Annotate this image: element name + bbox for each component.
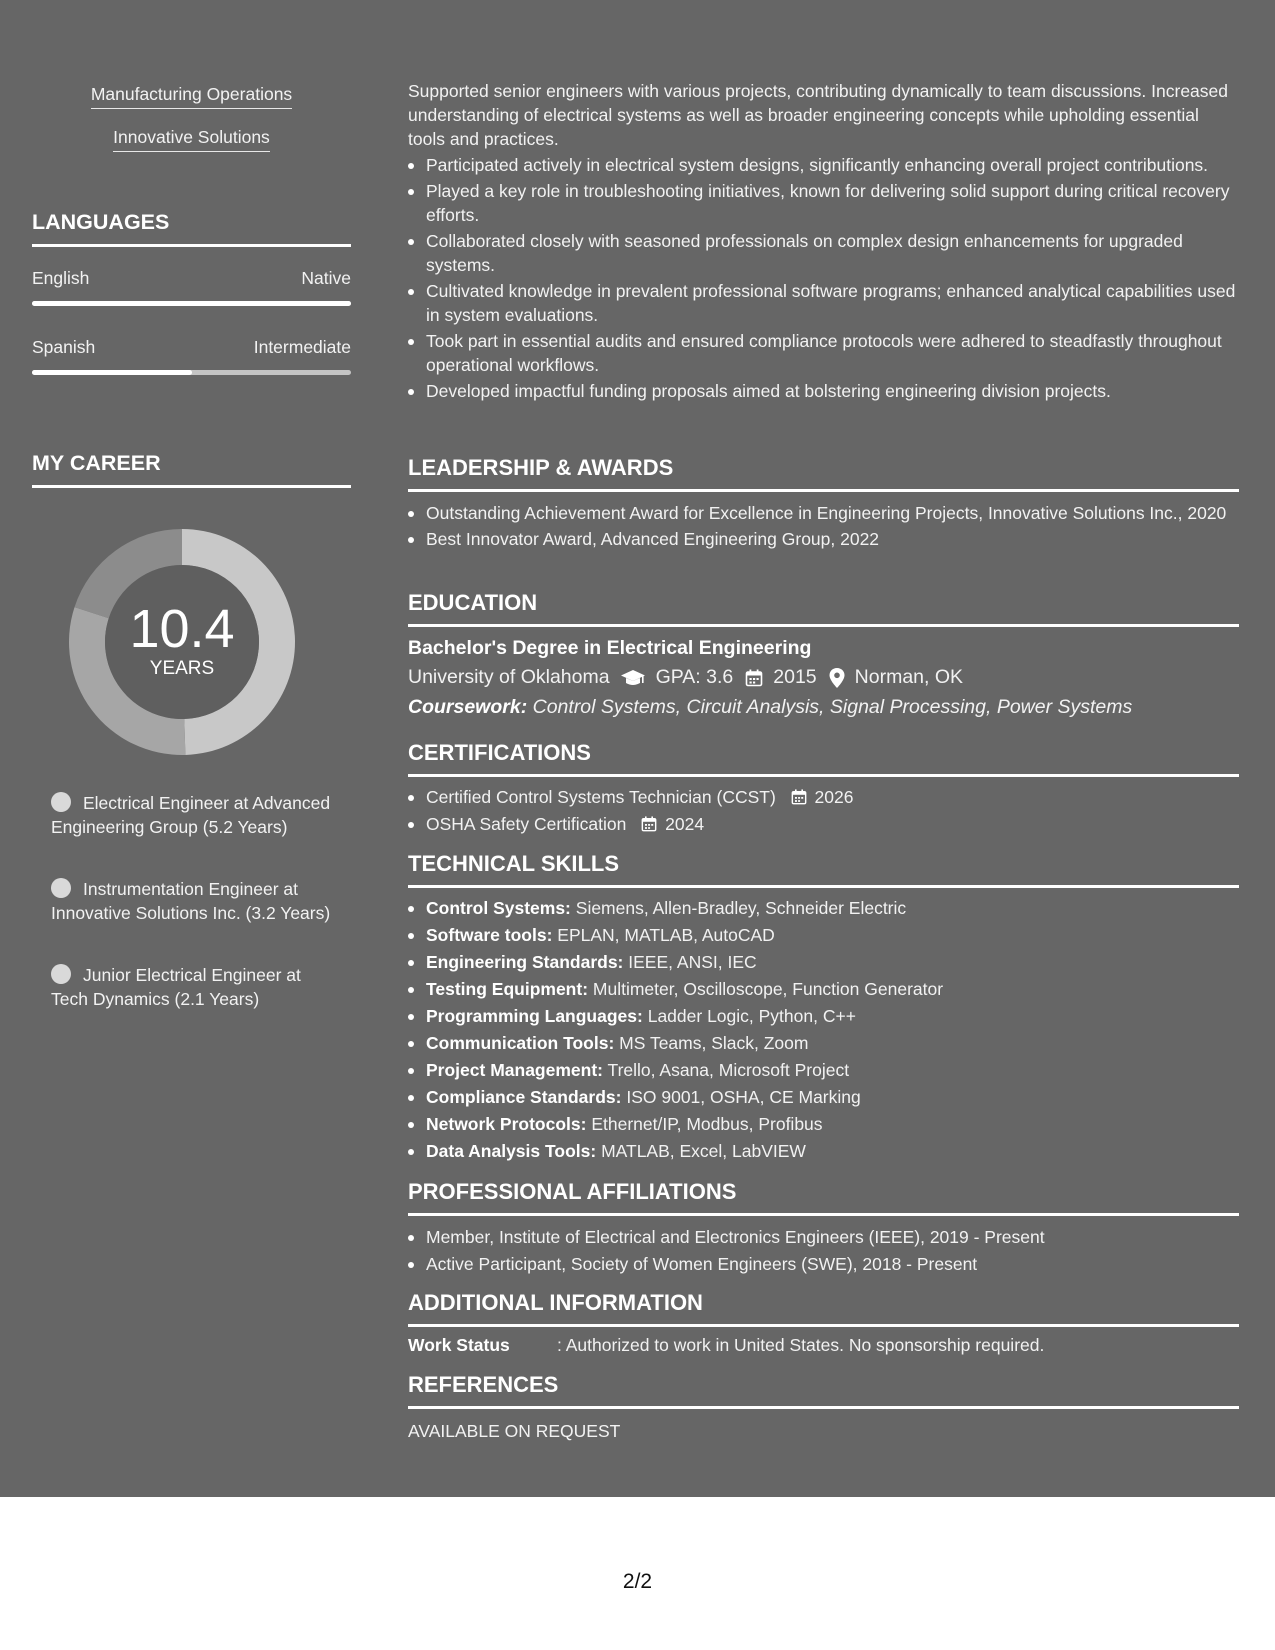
affiliations-list [408, 1225, 1239, 1276]
skill-value: IEEE, ANSI, IEC [628, 952, 757, 972]
skill-value: Siemens, Allen-Bradley, Schneider Electric [575, 898, 907, 918]
section-divider [408, 885, 1239, 888]
section-divider [408, 624, 1239, 627]
languages-section [32, 210, 351, 247]
career-section [32, 451, 351, 488]
leadership-section [408, 455, 1239, 551]
list-item [408, 1112, 1239, 1136]
degree-title: Bachelor's Degree in Electrical Engineering [408, 637, 812, 659]
donut-center-label [67, 600, 297, 680]
list-item: Member, Institute of Electrical and Electronics Engineers (IEEE), 2019 - Present [408, 1225, 1239, 1249]
skill-label: Compliance Standards: [426, 1087, 622, 1107]
skill-tag: Innovative Solutions [113, 127, 270, 152]
additional-info-section [408, 1290, 1239, 1357]
list-item [408, 785, 1239, 809]
leadership-list [408, 501, 1239, 551]
language-bar-fill [32, 301, 351, 306]
experience-summary: Supported senior engineers with various projects, contributing dynamically to team discussions. Increased understanding of electrical systems as well as broader engineering concepts while upholding essential tools and practices. [408, 81, 1229, 149]
skill-label: Software tools: [426, 925, 553, 945]
language-level: Native [301, 268, 351, 288]
list-item: Collaborated closely with seasoned professionals on complex design enhancements for upgraded systems. [408, 229, 1239, 277]
section-divider [408, 489, 1239, 492]
career-item-text: Instrumentation Engineer at Innovative Solutions Inc. (3.2 Years) [51, 879, 331, 923]
skill-value: MS Teams, Slack, Zoom [619, 1033, 809, 1053]
skill-label: Programming Languages: [426, 1006, 643, 1026]
skill-label: Project Management: [426, 1060, 603, 1080]
career-item [51, 791, 341, 839]
skill-label: Communication Tools: [426, 1033, 615, 1053]
tag-row [32, 127, 351, 152]
section-title: EDUCATION [408, 590, 538, 615]
list-item: Participated actively in electrical system designs, significantly enhancing overall project contributions. [408, 153, 1239, 177]
list-item [408, 1139, 1239, 1163]
skill-label: Testing Equipment: [426, 979, 589, 999]
page-number: 2/2 [622, 1570, 653, 1593]
list-item [408, 812, 1239, 836]
list-item: Played a key role in troubleshooting initiatives, known for delivering solid support during critical recovery efforts. [408, 179, 1239, 227]
skill-value: Trello, Asana, Microsoft Project [607, 1060, 850, 1080]
skill-label: Control Systems: [426, 898, 571, 918]
coursework-list: Control Systems, Circuit Analysis, Signal Processing, Power Systems [532, 696, 1133, 718]
list-item [408, 1085, 1239, 1109]
list-item [408, 950, 1239, 974]
certification-name: OSHA Safety Certification [426, 814, 627, 834]
list-item: Best Innovator Award, Advanced Engineering Group, 2022 [408, 527, 1239, 551]
calendar-icon [791, 789, 807, 805]
career-dot-icon [51, 878, 71, 898]
list-item [408, 1004, 1239, 1028]
skill-value: ISO 9001, OSHA, CE Marking [626, 1087, 861, 1107]
references-section [408, 1372, 1239, 1443]
career-total-unit: YEARS [149, 658, 215, 679]
certification-year: 2026 [814, 787, 854, 807]
section-title: TECHNICAL SKILLS [408, 851, 620, 876]
tag-row [32, 84, 351, 109]
list-item [408, 1031, 1239, 1055]
list-item: Cultivated knowledge in prevalent professional software programs; enhanced analytical capabilities used in system evaluations. [408, 279, 1239, 327]
list-item [408, 923, 1239, 947]
section-title: LEADERSHIP & AWARDS [408, 455, 674, 480]
section-title: REFERENCES [408, 1372, 559, 1397]
language-bar-fill [32, 370, 192, 375]
skill-label: Data Analysis Tools: [426, 1141, 597, 1161]
list-item: Active Participant, Society of Women Engineers (SWE), 2018 - Present [408, 1252, 1239, 1276]
certifications-section [408, 740, 1239, 836]
graduation-year: 2015 [773, 666, 817, 688]
section-divider [408, 1324, 1239, 1327]
section-divider [32, 485, 351, 488]
location-pin-icon [829, 668, 845, 688]
career-item-text: Electrical Engineer at Advanced Engineering Group (5.2 Years) [51, 793, 331, 837]
list-item: Outstanding Achievement Award for Excellence in Engineering Projects, Innovative Solutions Inc., 2020 [408, 501, 1239, 525]
career-dot-icon [51, 964, 71, 984]
section-title: PROFESSIONAL AFFILIATIONS [408, 1179, 737, 1204]
career-title: MY CAREER [32, 451, 161, 475]
language-level: Intermediate [253, 337, 351, 357]
list-item [408, 1058, 1239, 1082]
school-name: University of Oklahoma [408, 666, 610, 688]
skill-label: Network Protocols: [426, 1114, 587, 1134]
work-status-label: Work Status [408, 1335, 510, 1355]
calendar-icon [641, 816, 657, 832]
skills-section [408, 851, 1239, 1163]
education-details [408, 666, 1239, 689]
career-dot-icon [51, 792, 71, 812]
experience-bullets [408, 153, 1239, 403]
list-item: Developed impactful funding proposals aimed at bolstering engineering division projects. [408, 379, 1239, 403]
skill-value: Ethernet/IP, Modbus, Profibus [591, 1114, 823, 1134]
skill-value: Multimeter, Oscilloscope, Function Generator [592, 979, 944, 999]
graduation-cap-icon [620, 669, 646, 687]
education-location: Norman, OK [854, 666, 964, 688]
section-divider [408, 774, 1239, 777]
language-bar [32, 301, 351, 306]
career-item [51, 877, 341, 925]
certifications-list [408, 785, 1239, 836]
education-section [408, 590, 1239, 719]
career-total-value: 10.4 [129, 599, 235, 659]
coursework-label: Coursework: [408, 696, 528, 718]
skill-label: Engineering Standards: [426, 952, 624, 972]
skill-value: EPLAN, MATLAB, AutoCAD [557, 925, 775, 945]
career-item [51, 963, 341, 1011]
language-name: English [32, 268, 90, 288]
coursework [408, 696, 1239, 719]
list-item [408, 977, 1239, 1001]
references-text: AVAILABLE ON REQUEST [408, 1421, 621, 1441]
experience-block [408, 79, 1239, 403]
career-item-text: Junior Electrical Engineer at Tech Dynamics (2.1 Years) [51, 965, 301, 1009]
language-item [32, 337, 351, 375]
skills-list [408, 896, 1239, 1163]
language-item [32, 268, 351, 306]
section-divider [32, 244, 351, 247]
work-status-value: : Authorized to work in United States. No sponsorship required. [557, 1335, 1045, 1355]
section-title: ADDITIONAL INFORMATION [408, 1290, 703, 1315]
section-divider [408, 1213, 1239, 1216]
affiliations-section [408, 1179, 1239, 1276]
calendar-icon [745, 669, 763, 687]
language-bar [32, 370, 351, 375]
skill-tag: Manufacturing Operations [91, 84, 292, 109]
language-name: Spanish [32, 337, 96, 357]
gpa-value: GPA: 3.6 [655, 666, 734, 688]
list-item [408, 896, 1239, 920]
certification-name: Certified Control Systems Technician (CCST) [426, 787, 776, 807]
skill-value: Ladder Logic, Python, C++ [647, 1006, 856, 1026]
section-title: CERTIFICATIONS [408, 740, 591, 765]
work-status-row [408, 1333, 1239, 1357]
certification-year: 2024 [665, 814, 705, 834]
section-divider [408, 1406, 1239, 1409]
languages-title: LANGUAGES [32, 210, 170, 234]
skill-value: MATLAB, Excel, LabVIEW [601, 1141, 806, 1161]
list-item: Took part in essential audits and ensured compliance protocols were adhered to steadfastly throughout operational workflows. [408, 329, 1239, 377]
